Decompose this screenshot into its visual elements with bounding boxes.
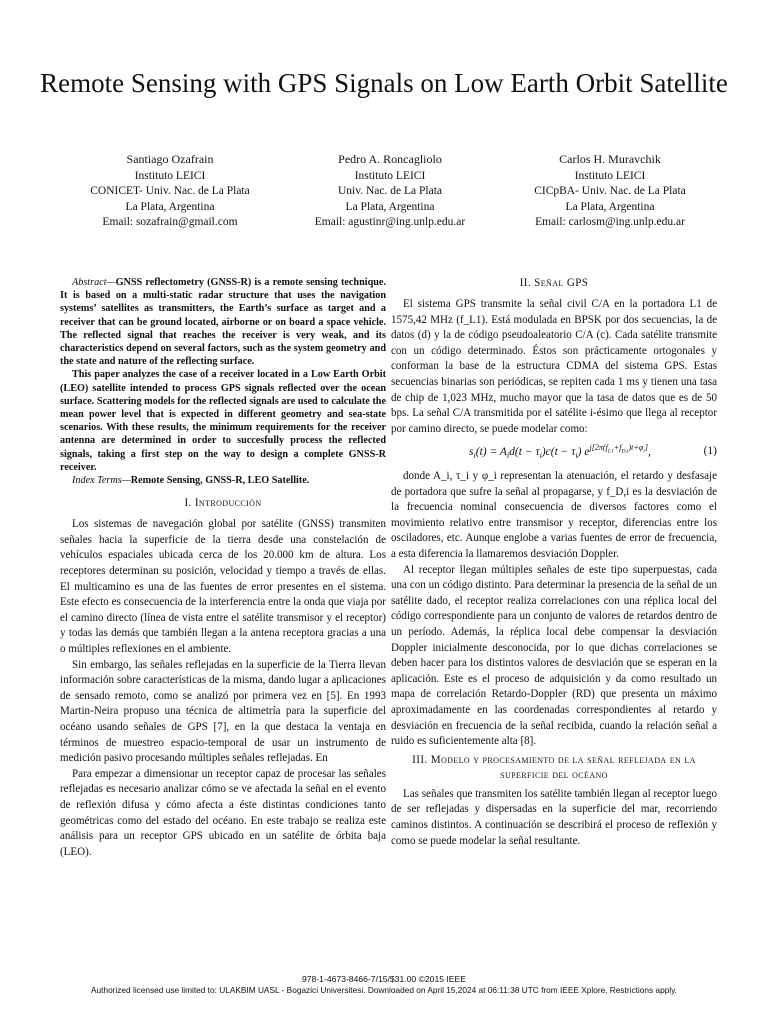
body-paragraph: donde A_i, τ_i y φ_i representan la atenuación, el retardo y desfasaje de portadora que sufre la señal al propagarse, y f_D,i es la desviación de la frecuencia nominal consecuencia de diversos factores como el movimiento relativo entre transmisor y receptor, diferencias entre los osciladores, etc. Aunque englobe a varias fuentes de error de frecuencia, a esta diferencia la llamaremos desviación Doppler. xyxy=(391,470,717,561)
author-affiliation: Instituto LEICI xyxy=(574,169,646,182)
right-column xyxy=(391,276,717,849)
author-affiliation: Univ. Nac. de La Plata xyxy=(338,185,442,198)
author-location: La Plata, Argentina xyxy=(565,200,655,213)
author-email: Email: sozafrain@gmail.com xyxy=(102,216,238,229)
author-affiliation: CICpBA- Univ. Nac. de La Plata xyxy=(534,185,686,198)
equation-number: (1) xyxy=(703,445,717,458)
abstract-paragraph-2: This paper analyzes the case of a receiver located in a Low Earth Orbit (LEO) satellite intended to process GPS signals reflected over the ocean surface. Scattering models for the reflected signals are used to calculate the mean power level that is expected in different geometry and sea-state scenarios. With these results, the minimum requirements for the receiver antenna are determined in order to succesfully process the reflected signals, taking a first step on the way to design a complete GNSS-R receiver. xyxy=(60,369,386,473)
author-location: La Plata, Argentina xyxy=(345,200,435,213)
body-paragraph: Sin embargo, las señales reflejadas en la superficie de la Tierra llevan información sobre características de la misma, dando lugar a aplicaciones de sensado remoto, como se analizó por primera vez en [5]. En 1993 Martin-Neira propuso una técnica de altimetría para la superficie del océano usando señales de GPS [7], en la que destaca la ventaja en términos de muestreo espacio-temporal de usar un instrumento de medición pasivo procesando múltiples señales reflejadas. En xyxy=(60,658,386,765)
author-location: La Plata, Argentina xyxy=(125,200,215,213)
author-affiliation: CONICET- Univ. Nac. de La Plata xyxy=(90,185,250,198)
author-affiliation: Instituto LEICI xyxy=(134,169,206,182)
body-paragraph: Las señales que transmiten los satélite también llegan al receptor luego de ser reflejadas y dispersadas en la superficie del mar, recorriendo caminos distintos. A continuación se describirá el proceso de reflexión y como se puede modelar la señal resultante. xyxy=(391,787,717,847)
author-name: Pedro A. Roncagliolo xyxy=(338,152,442,166)
author-email: Email: carlosm@ing.unlp.edu.ar xyxy=(535,216,685,229)
author-name: Carlos H. Muravchik xyxy=(559,152,661,166)
page-footer xyxy=(0,974,768,996)
section-heading: II. Señal GPS xyxy=(519,277,589,289)
author-name: Santiago Ozafrain xyxy=(126,152,214,166)
index-terms-label: Index Terms xyxy=(72,475,122,487)
author-block xyxy=(60,152,720,231)
section-heading: I. Introducción xyxy=(184,497,262,510)
author-2 xyxy=(280,152,500,231)
equation-formula: $s_i(t) = A_id(t - \tau_i)c(t - \tau_i)$ $e^{j[2\pi(f_{L1}+f_{D,i})t+\varphi_i]}$, xyxy=(469,443,651,461)
body-paragraph: Para empezar a dimensionar un receptor capaz de procesar las señales reflejadas es necesario analizar cómo se ve afectada la señal en el evento de reflexión difusa y cómo afecta a éste distintas condiciones tanto geométricas como del estado del océano. En este trabajo se realiza este análisis para un receptor GPS ubicado en un satélite de órbita baja (LEO). xyxy=(60,767,386,858)
equation-1 xyxy=(391,440,717,464)
body-paragraph: El sistema GPS transmite la señal civil C/A en la portadora L1 de 1575,42 MHz (f_L1). Está modulada en BPSK por dos secuencias, la de datos (d) y la de código pseudoaleatorio C/A (c). Cada satélite transmite con un código determinado. Éstos son prácticamente ortogonales y conforman la base de la estructura CDMA del sistema GPS. Estas secuencias binarias son periódicas, se repiten cada 1 ms y tienen una tasa de chip de 1,023 MHz, mucho mayor que la tasa de datos que es de 50 bps. La señal C/A transmitida por el satélite i-ésimo que llega al receptor por camino directo, se puede modelar como: xyxy=(391,298,717,435)
author-email: Email: agustinr@ing.unlp.edu.ar xyxy=(314,216,466,229)
isbn-line: 978-1-4673-8466-7/15/$31.00 ©2015 IEEE xyxy=(301,974,466,984)
index-terms: Index Terms—Remote Sensing, GNSS-R, LEO Satellite. xyxy=(72,475,310,487)
index-terms-text: Remote Sensing, GNSS-R, LEO Satellite. xyxy=(130,475,310,487)
author-1 xyxy=(60,152,280,231)
paper-title: Remote Sensing with GPS Signals on Low Earth Orbit Satellite xyxy=(40,68,728,98)
license-notice: Authorized licensed use limited to: ULAKBIM UASL - Bogazici Universitesi. Downloaded on April 15,2024 at 06:11:38 UTC from IEEE Xplore. Restrictions apply. xyxy=(91,985,677,995)
abstract xyxy=(60,276,386,487)
abstract-text: GNSS reflectometry (GNSS-R) is a remote sensing technique. It is based on a multi-static radar structure that uses the navigation systems’ satellites as transmitters, the Earth’s surface as target and a receiver that can be ground located, airborne or on board a space vehicle. The reflected signal that reaches the receiver is very weak, and its characteristics depend on several factors, such as the system geometry and the state and nature of the reflecting surface. xyxy=(60,277,386,368)
abstract-label: Abstract xyxy=(72,277,107,288)
body-paragraph: Los sistemas de navegación global por satélite (GNSS) transmiten señales hacia la superficie de la tierra desde una constelación de vehículos espaciales ubicada cerca de los 20.000 km de altura. Los receptores determinan su posición, velocidad y tiempo a través de ellas. El multicamino es una de las fuentes de error presentes en el sistema. Este efecto es consecuencia de la interferencia entre la onda que viaja por el camino directo (línea de vista entre el satélite transmisor y el receptor) y todas las demás que también llegan a la antena receptora gracias a una o múltiples reflexiones en el ambiente. xyxy=(60,518,386,655)
abstract-paragraph-1: Abstract—GNSS reflectometry (GNSS-R) is a remote sensing technique. It is based on a multi-static radar structure that uses the navigation systems’ satellites as transmitters, the Earth’s surface as target and a receiver that can be ground located, airborne or on board a space vehicle. The reflected signal that reaches the receiver is very weak, and its characteristics depend on several factors, such as the system geometry and the state and nature of the reflecting surface. xyxy=(60,277,386,368)
left-column xyxy=(60,276,386,860)
author-affiliation: Instituto LEICI xyxy=(354,169,426,182)
section-heading: III. Modelo y procesamiento de la señal reflejada en la superficie del océano xyxy=(412,753,696,781)
body-paragraph: Al receptor llegan múltiples señales de este tipo superpuestas, cada una con un código distinto. Para determinar la presencia de la señal de un satélite dado, el receptor realiza correlaciones con una réplica local del código correspondiente para un conjunto de valores de retardos dentro de un período. Además, la réplica local debe compensar la desviación Doppler inicialmente desconocida, por lo que dichas correlaciones se deben hacer para los distintos valores de desviación que se esperan en la aplicación. Este es el proceso de adquisición y da como resultado un mapa de correlación Retardo-Doppler (RD) que presenta un máximo aproximadamente en las coordenadas correspondientes al retardo y desviación en frecuencia de la señal recibida, cuando la relación señal a ruido es suficientemente alta [8]. xyxy=(391,563,717,748)
author-3 xyxy=(500,152,720,231)
